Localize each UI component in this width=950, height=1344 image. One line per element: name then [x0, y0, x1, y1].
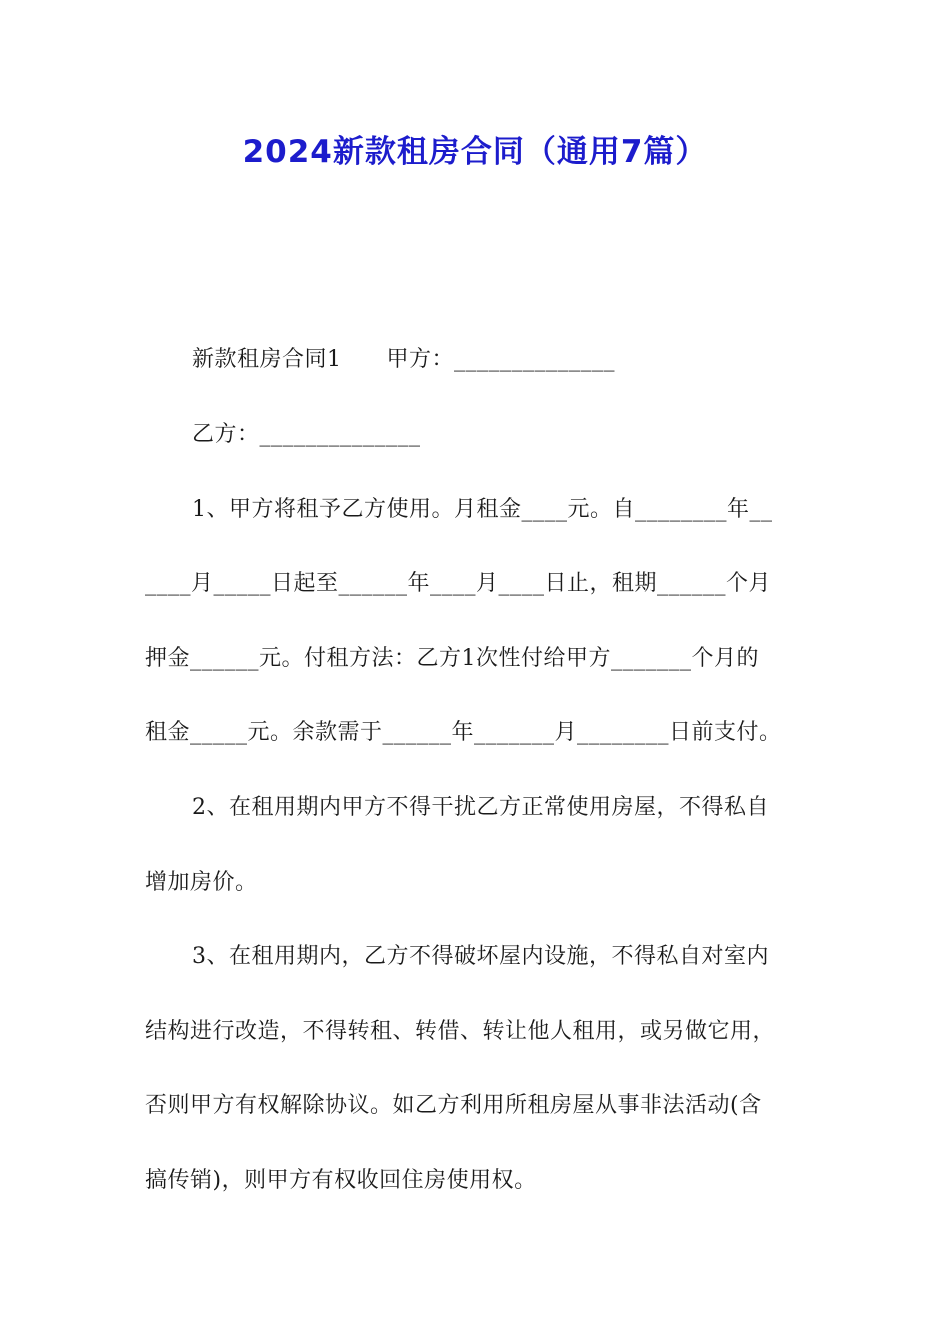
paragraph-line-party-a: 新款租房合同1 甲方：______________ — [192, 347, 615, 372]
clause-3-line-3: 否则甲方有权解除协议。如乙方利用所租房屋从事非法活动(含 — [145, 1093, 762, 1118]
clause-3-line-1: 3、在租用期内，乙方不得破坏屋内设施，不得私自对室内 — [192, 944, 769, 969]
clause-3-line-2: 结构进行改造，不得转租、转借、转让他人租用，或另做它用， — [145, 1019, 776, 1044]
clause-1-line-1: 1、甲方将租予乙方使用。月租金____元。自________年__ — [192, 497, 773, 522]
clause-1-line-4: 租金_____元。余款需于______年_______月________日前支付。 — [145, 720, 782, 745]
clause-1-line-3: 押金______元。付租方法：乙方1次性付给甲方_______个月的 — [145, 646, 759, 671]
clause-3-line-4: 搞传销)，则甲方有权收回住房使用权。 — [145, 1168, 537, 1193]
clause-1-line-2: ____月_____日起至______年____月____日止，租期______个月 — [145, 571, 772, 596]
clause-2-line-1: 2、在租用期内甲方不得干扰乙方正常使用房屋，不得私自 — [192, 795, 769, 820]
paragraph-line-party-b: 乙方：______________ — [192, 422, 421, 447]
clause-2-line-2: 增加房价。 — [145, 870, 258, 895]
document-title: 2024新款租房合同（通用7篇） — [242, 134, 708, 170]
